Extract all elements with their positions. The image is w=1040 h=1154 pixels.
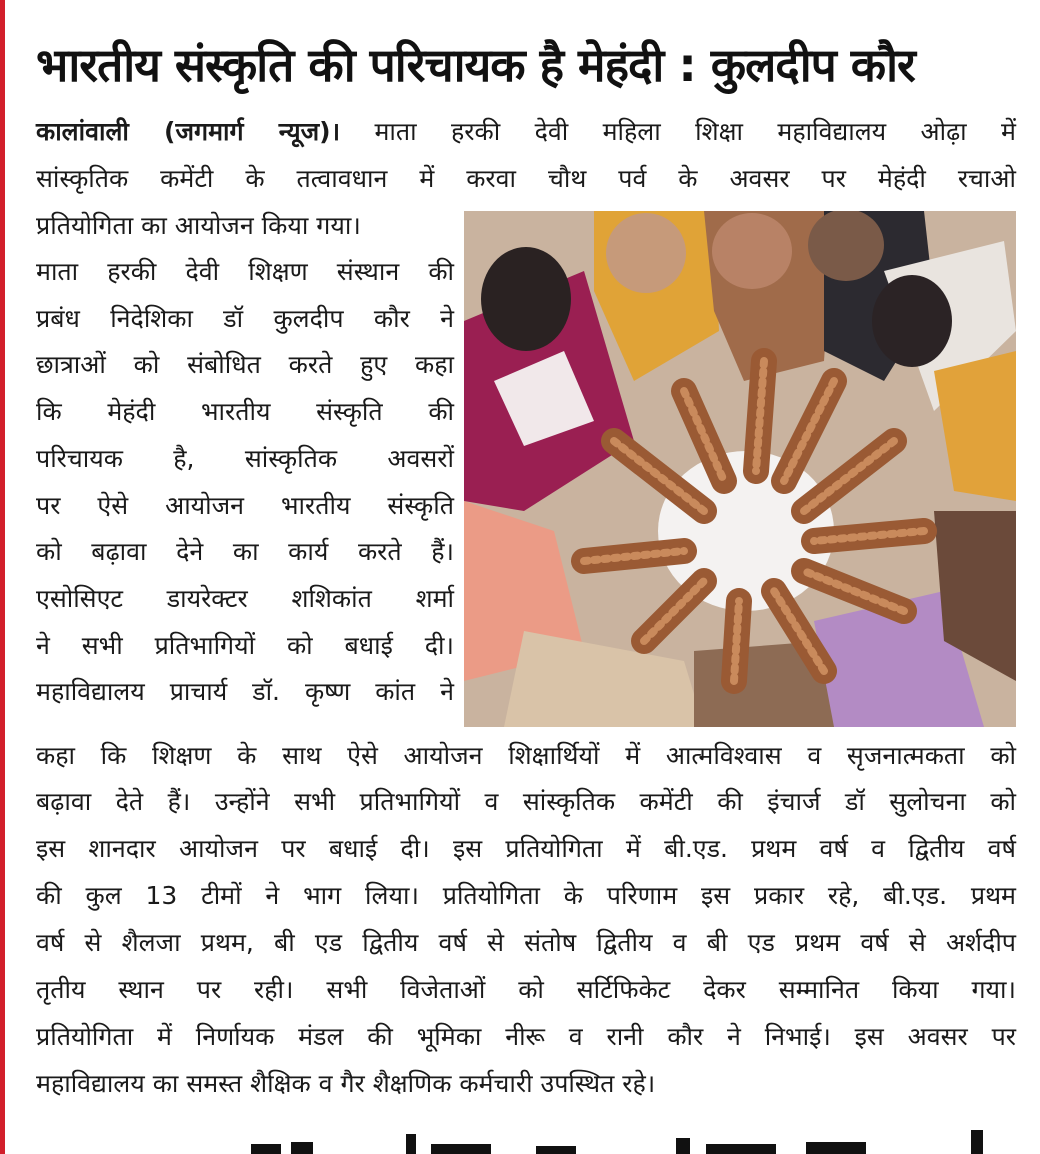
article-line-text: माता हरकी देवी महिला शिक्षा महाविद्यालय ओढ़ा में — [374, 117, 1016, 146]
article-line-11: एसोसिएट डायरेक्टर शशिकांत शर्मा — [36, 584, 454, 613]
article-line-20: प्रतियोगिता में निर्णायक मंडल की भूमिका नीरू व रानी कौर ने निभाई। इस अवसर पर — [36, 1022, 1016, 1051]
article-line-1 — [36, 114, 1016, 150]
article-line-16: इस शानदार आयोजन पर बधाई दी। इस प्रतियोगिता में बी.एड. प्रथम वर्ष व द्वितीय वर्ष — [36, 834, 1016, 863]
article-line-19: तृतीय स्थान पर रही। सभी विजेताओं को सर्टिफिकेट देकर सम्मानित किया गया। — [36, 975, 1016, 1004]
headline: भारतीय संस्कृति की परिचायक है मेहंदी : कुलदीप कौर — [36, 38, 915, 92]
article-line-15: बढ़ावा देते हैं। उन्होंने सभी प्रतिभागियों व सांस्कृतिक कमेंटी की इंचार्ज डॉ सुलोचना को — [36, 787, 1016, 816]
article-line-21: महाविद्यालय का समस्त शैक्षिक व गैर शैक्षणिक कर्मचारी उपस्थित रहे। — [36, 1069, 656, 1098]
mehndi-photo — [464, 211, 1016, 727]
article-line-4: माता हरकी देवी शिक्षण संस्थान की — [36, 257, 454, 286]
article-line-17: की कुल 13 टीमों ने भाग लिया। प्रतियोगिता के परिणाम इस प्रकार रहे, बी.एड. प्रथम — [36, 881, 1016, 910]
cropped-headline-glyphs — [36, 1128, 1016, 1154]
red-margin-rule — [0, 0, 5, 1154]
article-line-2: सांस्कृतिक कमेंटी के तत्वावधान में करवा चौथ पर्व के अवसर पर मेहंदी रचाओ — [36, 164, 1016, 193]
next-headline-fragment — [36, 1128, 1016, 1154]
article-line-13: महाविद्यालय प्राचार्य डॉ. कृष्ण कांत ने — [36, 677, 454, 706]
mehndi-circle-image — [464, 211, 1016, 727]
article-line-8: परिचायक है, सांस्कृतिक अवसरों — [36, 444, 454, 473]
article-line-7: कि मेहंदी भारतीय संस्कृति की — [36, 397, 454, 426]
article-line-14: कहा कि शिक्षण के साथ ऐसे आयोजन शिक्षार्थियों में आत्मविश्वास व सृजनात्मकता को — [36, 741, 1016, 770]
article-line-3: प्रतियोगिता का आयोजन किया गया। — [36, 211, 361, 240]
article-line-6: छात्राओं को संबोधित करते हुए कहा — [36, 350, 454, 379]
article-line-18: वर्ष से शैलजा प्रथम, बी एड द्वितीय वर्ष से संतोष द्वितीय व बी एड प्रथम वर्ष से अर्शदीप — [36, 928, 1016, 957]
article-line-9: पर ऐसे आयोजन भारतीय संस्कृति — [36, 491, 454, 520]
article-line-5: प्रबंध निदेशिका डॉ कुलदीप कौर ने — [36, 304, 454, 333]
article-line-10: को बढ़ावा देने का कार्य करते हैं। — [36, 537, 454, 566]
dateline: कालांवाली (जगमार्ग न्यूज)। — [36, 117, 341, 146]
article-line-12: ने सभी प्रतिभागियों को बधाई दी। — [36, 631, 454, 660]
